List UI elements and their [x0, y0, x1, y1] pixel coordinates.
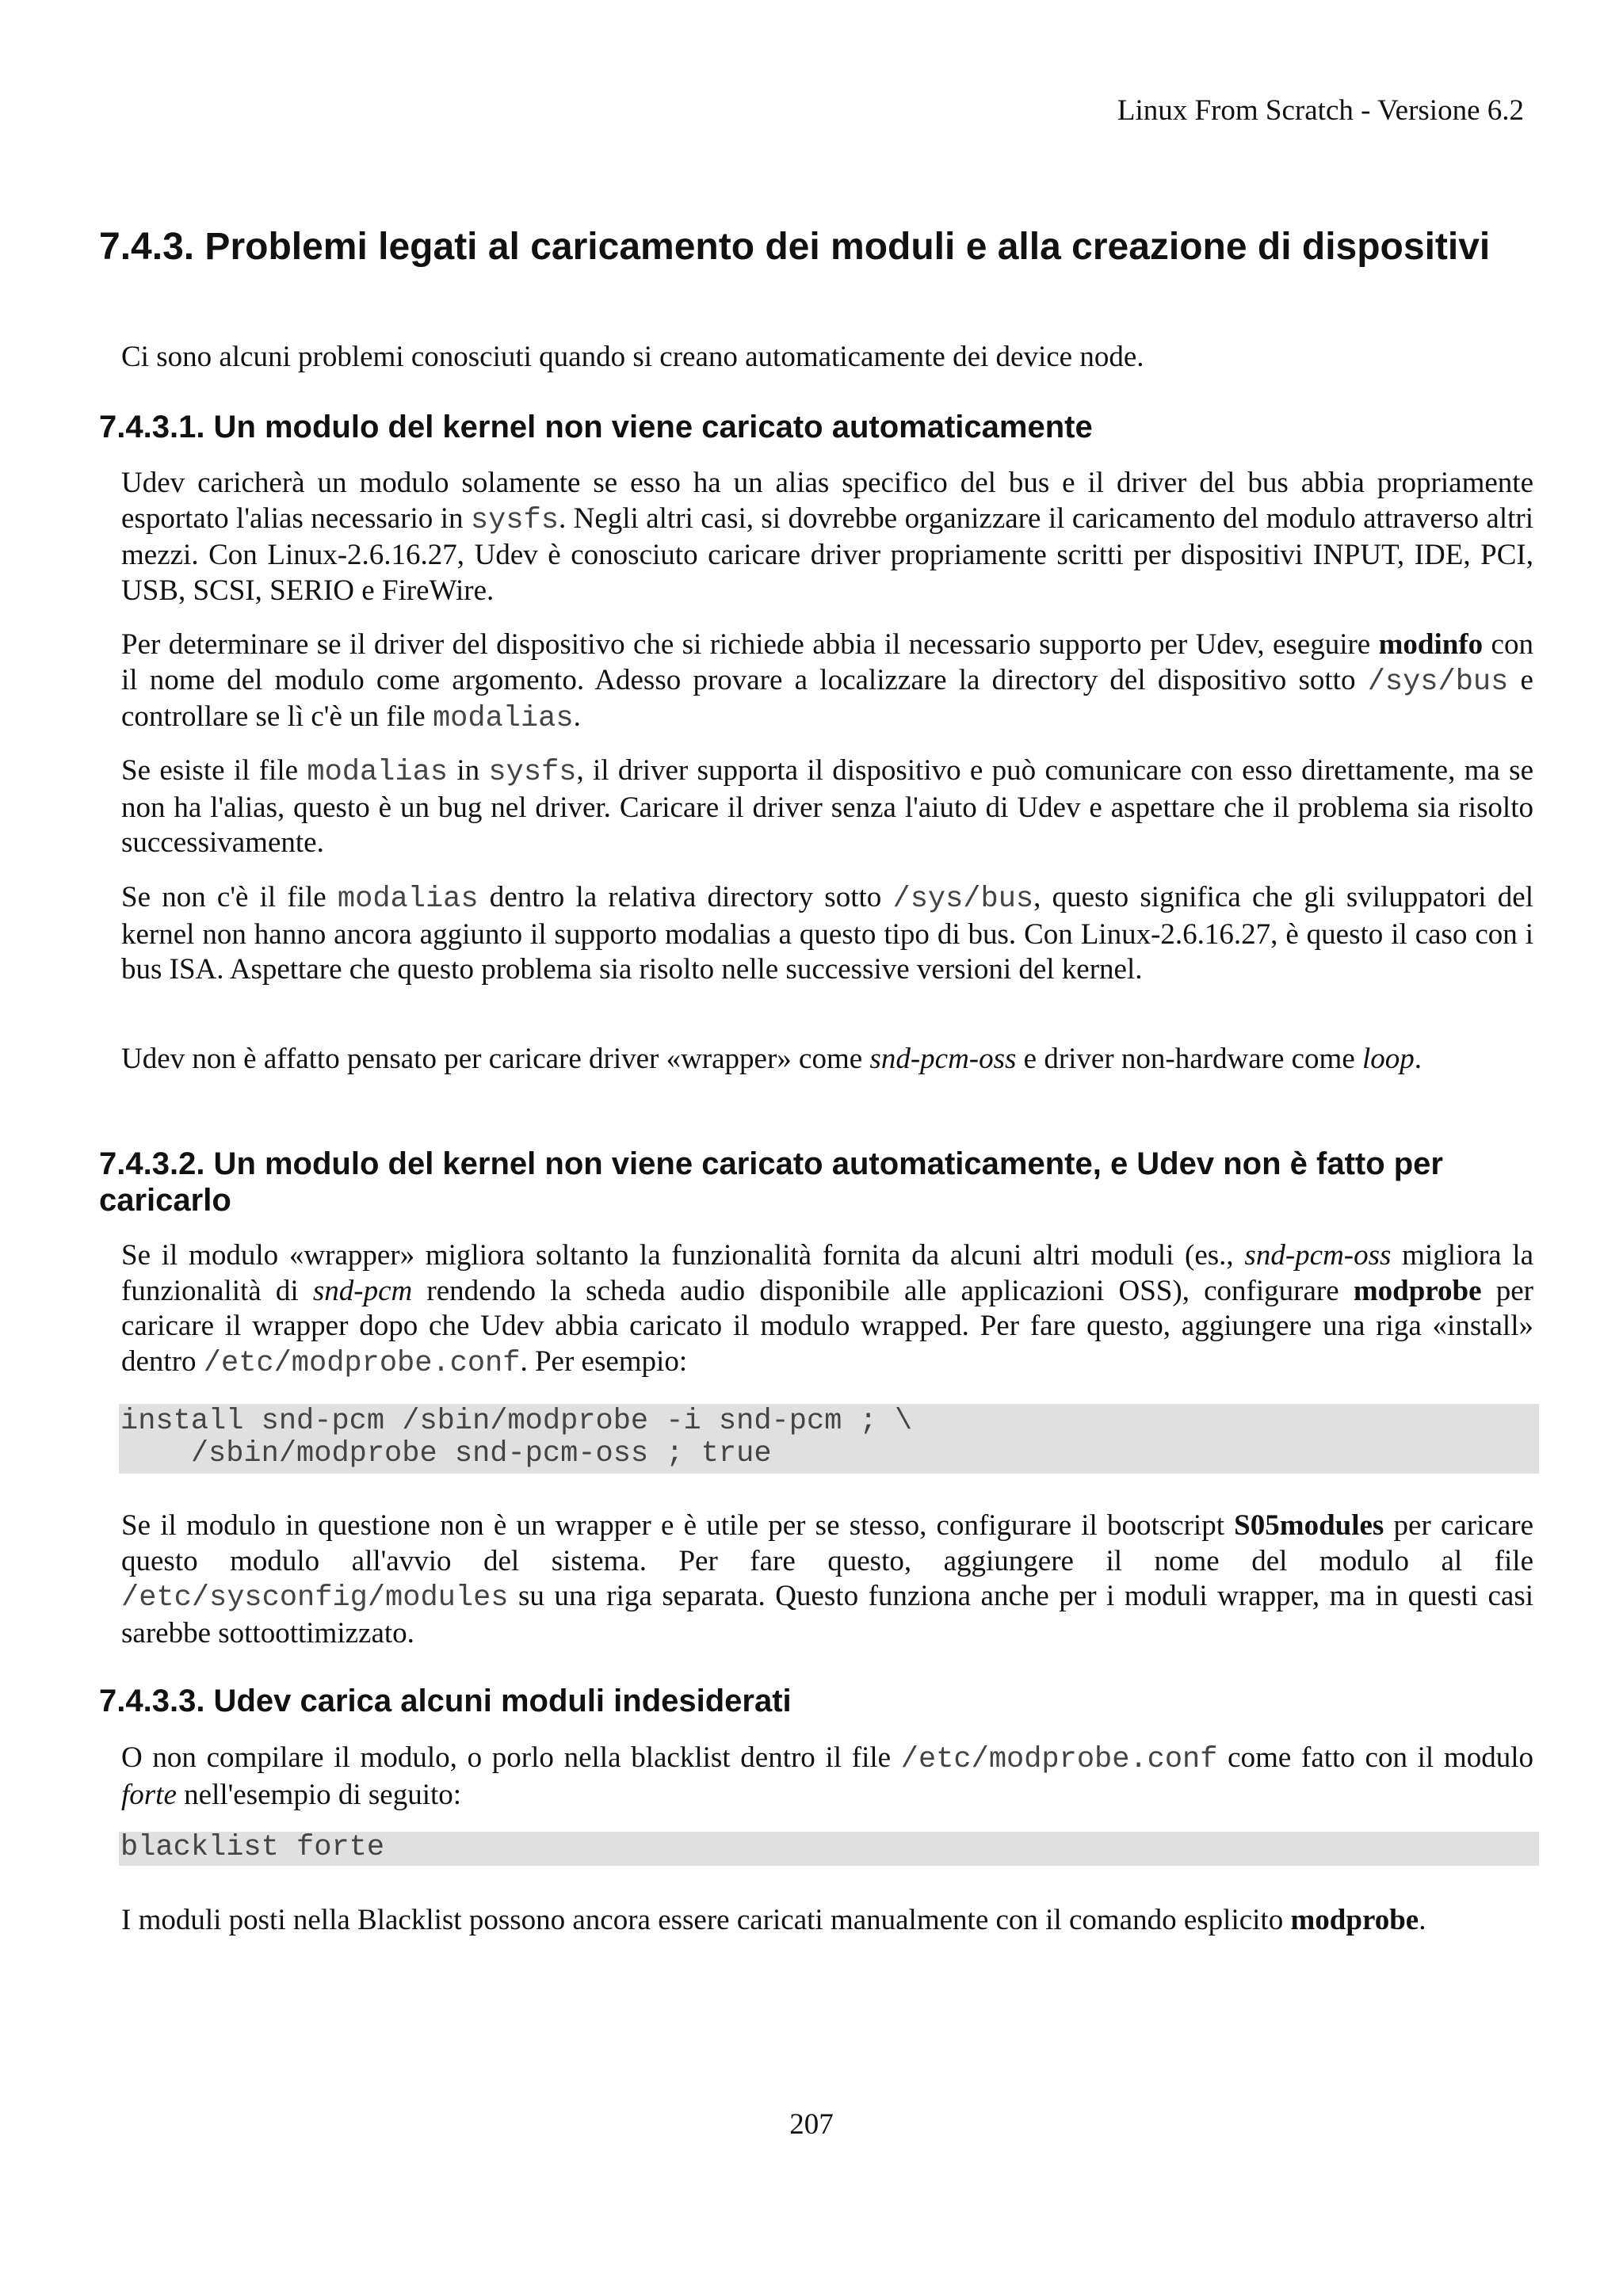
- paragraph: Se esiste il file modalias in sysfs, il driver supporta il dispositivo e può comunicare con esso direttamente, ma se non ha l'alias, questo è un bug nel driver. Caricare il driver senza l'aiuto di Udev e aspettare che il problema sia risolto successivamente.: [121, 754, 1533, 859]
- paragraph: Per determinare se il driver del dispositivo che si richiede abbia il necessario supporto per Udev, eseguire modinfo con il nome del modulo come argomento. Adesso provare a localizzare la directory del dispositivo sotto /sys/bus e controllare se lì c'è un file modalias.: [121, 628, 1533, 735]
- emphasis: snd-pcm: [312, 1274, 413, 1307]
- paragraph: O non compilare il modulo, o porlo nella blacklist dentro il file /etc/modprobe.conf come fatto con il modulo forte nell'esempio di seguito:: [121, 1741, 1533, 1811]
- command-name: modprobe: [1290, 1904, 1419, 1936]
- paragraph: Se non c'è il file modalias dentro la relativa directory sotto /sys/bus, questo significa che gli sviluppatori del kernel non hanno ancora aggiunto il supporto modalias a questo tipo di bus. Con Linux-2.6.16.27, è questo il caso con i bus ISA. Aspettare che questo problema sia risolto nelle successive versioni del kernel.: [121, 881, 1534, 986]
- inline-code: modalias: [337, 883, 479, 916]
- inline-code: /sys/bus: [892, 883, 1034, 916]
- command-name: modinfo: [1378, 628, 1484, 661]
- paragraph: Udev non è affatto pensato per caricare driver «wrapper» come snd-pcm-oss e driver non-hardware come loop.: [121, 1043, 1423, 1075]
- inline-code: /sys/bus: [1367, 665, 1509, 699]
- command-name: modprobe: [1353, 1274, 1482, 1307]
- subsection-title-3: 7.4.3.3. Udev carica alcuni moduli indesiderati: [99, 1684, 792, 1718]
- inline-code: sysfs: [488, 756, 577, 789]
- section-title: 7.4.3. Problemi legati al caricamento dei moduli e alla creazione di dispositivi: [99, 226, 1491, 268]
- subsection-title-1: 7.4.3.1. Un modulo del kernel non viene caricato automaticamente: [99, 410, 1093, 444]
- inline-code: /etc/modprobe.conf: [203, 1346, 521, 1380]
- emphasis: snd-pcm-oss: [869, 1043, 1017, 1075]
- emphasis: forte: [121, 1778, 177, 1811]
- inline-code: /etc/modprobe.conf: [900, 1743, 1218, 1776]
- inline-code: sysfs: [470, 503, 559, 537]
- inline-code: modalias: [307, 756, 448, 789]
- subsection-title-2: 7.4.3.2. Un modulo del kernel non viene caricato automaticamente, e Udev non è fatto per caricarlo: [99, 1146, 1443, 1218]
- paragraph: I moduli posti nella Blacklist possono ancora essere caricati manualmente con il comando esplicito modprobe.: [121, 1904, 1426, 1936]
- emphasis: snd-pcm-oss: [1244, 1239, 1392, 1272]
- paragraph: Udev caricherà un modulo solamente se esso ha un alias specifico del bus e il driver del bus abbia propriamente esportato l'alias necessario in sysfs. Negli altri casi, si dovrebbe organizzare il caricamento del modulo attraverso altri mezzi. Con Linux-2.6.16.27, Udev è conosciuto caricare driver propriamente scritti per dispositivi INPUT, IDE, PCI, USB, SCSI, SERIO e FireWire.: [121, 467, 1533, 607]
- paragraph: Se il modulo in questione non è un wrapper e è utile per se stesso, configurare il bootscript S05modules per caricare questo modulo all'avvio del sistema. Per fare questo, aggiungere il nome del modulo al file /etc/sysconfig/modules su una riga separata. Questo funziona anche per i moduli wrapper, ma in questi casi sarebbe sottoottimizzato.: [121, 1509, 1533, 1650]
- page-number: 207: [789, 2108, 834, 2141]
- inline-code: /etc/sysconfig/modules: [121, 1581, 509, 1615]
- code-block: install snd-pcm /sbin/modprobe -i snd-pcm ; \ /sbin/modprobe snd-pcm-oss ; true: [119, 1404, 1539, 1474]
- code-block: blacklist forte: [119, 1832, 1539, 1866]
- section-intro: Ci sono alcuni problemi conosciuti quando si creano automaticamente dei device node.: [121, 341, 1144, 373]
- inline-code: modalias: [432, 702, 574, 735]
- paragraph: Se il modulo «wrapper» migliora soltanto la funzionalità fornita da alcuni altri moduli (es., snd-pcm-oss migliora la funzionalità di snd-pcm rendendo la scheda audio disponibile alle applicazioni OSS), configurare modprobe per caricare il wrapper dopo che Udev abbia caricato il modulo wrapped. Per fare questo, aggiungere una riga «install» dentro /etc/modprobe.conf. Per esempio:: [121, 1239, 1533, 1380]
- emphasis: loop: [1362, 1043, 1415, 1075]
- running-head: Linux From Scratch - Versione 6.2: [1117, 94, 1524, 127]
- bootscript-name: S05modules: [1234, 1509, 1384, 1542]
